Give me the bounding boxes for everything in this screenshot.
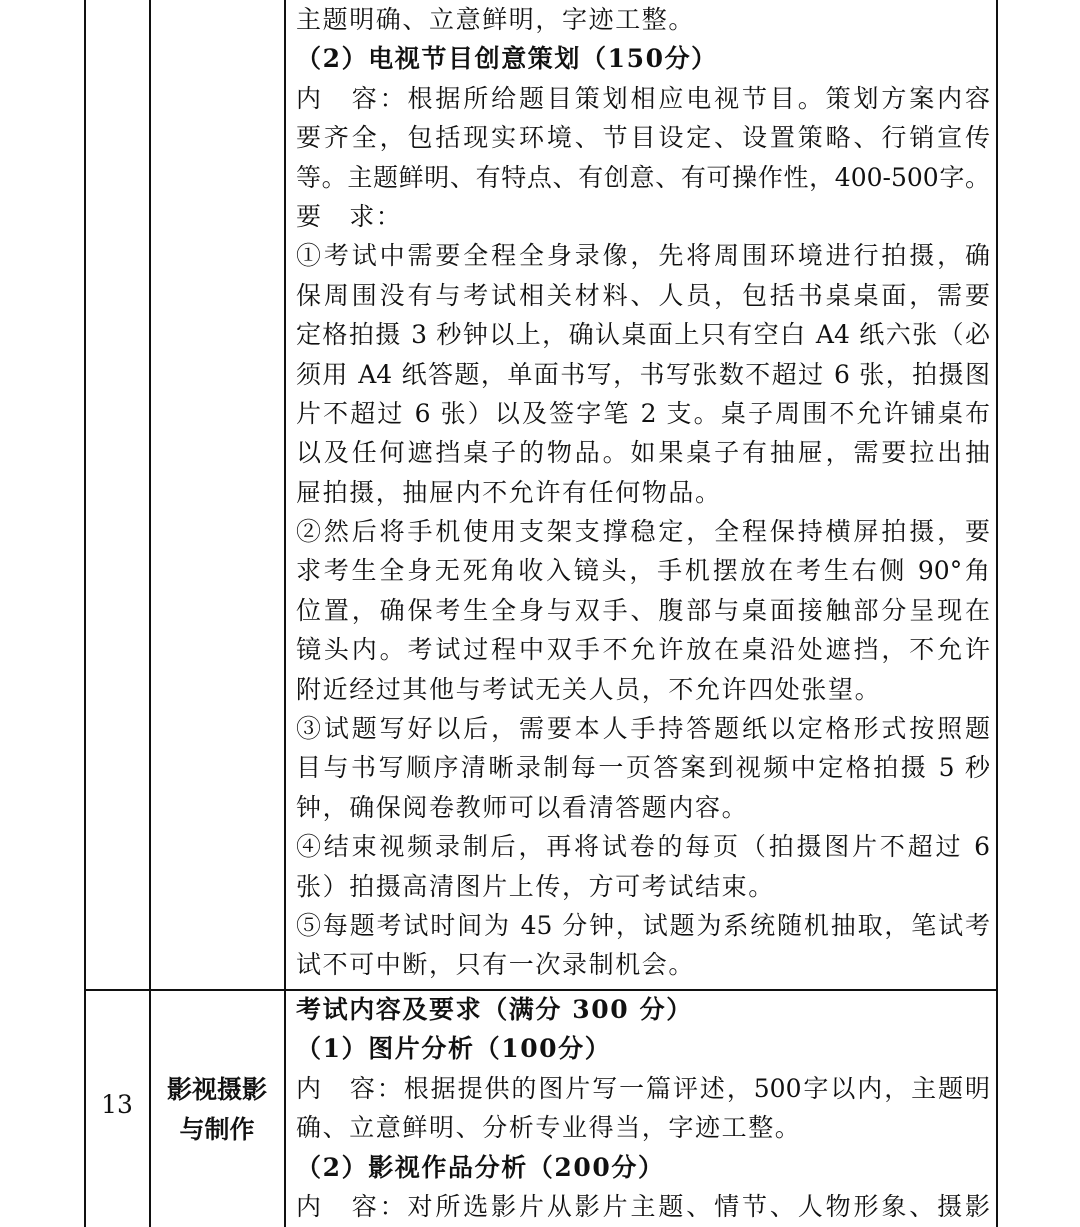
text-line: ④结束视频录制后，再将试卷的每页（拍摄图片不超过 6 [296,832,990,862]
table-border-col2 [284,0,286,1227]
text-line: 屉拍摄，抽屉内不允许有任何物品。 [296,477,722,507]
text-line: 确、立意鲜明、分析专业得当，字迹工整。 [296,1113,802,1143]
text-line: 内 容：对所选影片从影片主题、情节、人物形象、摄影 [296,1191,990,1221]
text-line: 片不超过 6 张）以及签字笔 2 支。桌子周围不允许铺桌布 [296,398,990,428]
text-line: 内 容：根据所给题目策划相应电视节目。策划方案内容 [296,83,990,113]
text-line: 定格拍摄 3 秒钟以上，确认桌面上只有空白 A4 纸六张（必 [296,320,990,350]
text-line: 考试内容及要求（满分 300 分） [296,995,693,1024]
table-border-right [996,0,998,1227]
text-line: ③试题写好以后，需要本人手持答题纸以定格形式按照题 [296,714,990,744]
row13-number: 13 [101,1090,133,1119]
text-line: 主题明确、立意鲜明，字迹工整。 [296,5,696,34]
text-line: 须用 A4 纸答题，单面书写，书写张数不超过 6 张，拍摄图 [296,359,990,389]
text-line: 等。主题鲜明、有特点、有创意、有可操作性，400-500字。 [296,162,990,192]
row13-subject-name [150,1070,284,1150]
table-border-left [84,0,86,1227]
text-line: （1）图片分析（100分） [296,1034,612,1064]
text-line: 以及任何遮挡桌子的物品。如果桌子有抽屉，需要拉出抽 [296,438,990,468]
text-line: 目与书写顺序清晰录制每一页答案到视频中定格拍摄 5 秒 [296,753,990,783]
text-line: ⑤每题考试时间为 45 分钟，试题为系统随机抽取，笔试考 [296,910,990,940]
text-line: （2）影视作品分析（200分） [296,1152,665,1182]
text-line: 张）拍摄高清图片上传，方可考试结束。 [296,871,775,901]
table-border-col1 [149,0,151,1227]
row13-content [296,990,990,1226]
text-line: ①考试中需要全程全身录像，先将周围环境进行拍摄，确 [296,241,990,271]
text-line: 要 求： [296,201,403,231]
text-line: 附近经过其他与考试无关人员，不允许四处张望。 [296,674,882,704]
text-line: 要齐全，包括现实环境、节目设定、设置策略、行销宣传 [296,123,990,153]
text-line: ②然后将手机使用支架支撑稳定，全程保持横屏拍摄，要 [296,517,990,547]
text-line: 内 容：根据提供的图片写一篇评述，500字以内，主题明 [296,1073,990,1103]
text-line: 位置，确保考生全身与双手、腹部与桌面接触部分呈现在 [296,595,990,625]
text-line: 保周围没有与考试相关材料、人员，包括书桌桌面，需要 [296,280,990,310]
text-line: 试不可中断，只有一次录制机会。 [296,950,696,980]
text-line: 求考生全身无死角收入镜头，手机摆放在考生右侧 90°角 [296,556,990,586]
text-line: 镜头内。考试过程中双手不允许放在桌沿处遮挡，不允许 [296,635,990,665]
text-line: （2）电视节目创意策划（150分） [296,44,718,74]
row12-content [296,0,990,985]
row13-name-line2: 与制作 [179,1115,255,1144]
text-line: 钟，确保阅卷教师可以看清答题内容。 [296,792,749,822]
row13-name-line1: 影视摄影 [166,1075,267,1104]
